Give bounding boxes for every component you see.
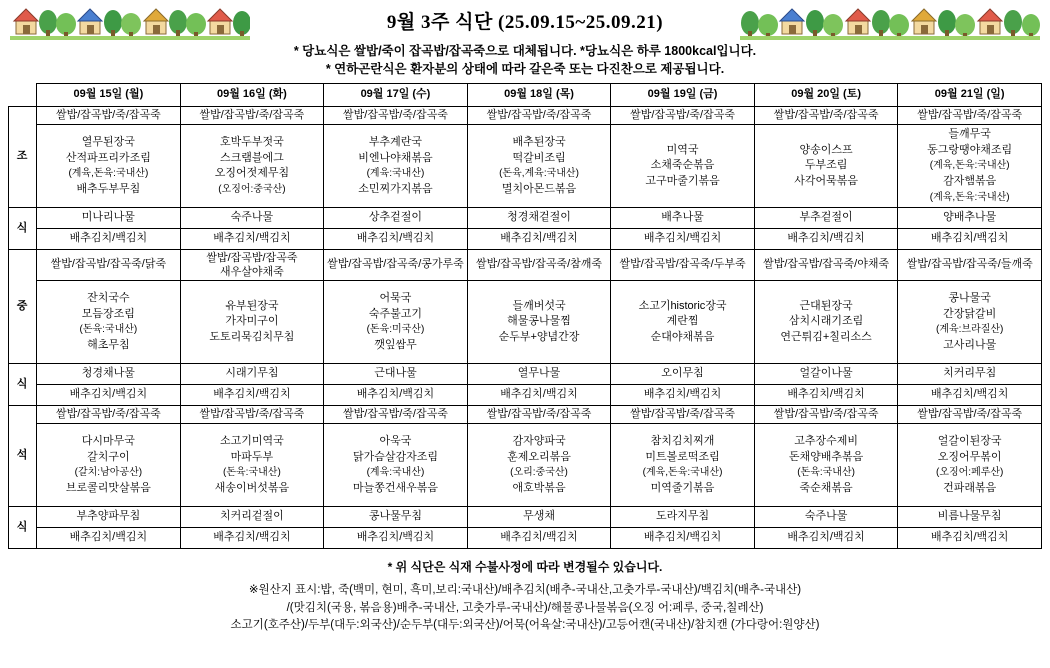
dish-cell-lunch-0 (37, 281, 181, 364)
side-cell-lunch-2: 근대나물 (324, 364, 468, 385)
dish-item: 열무된장국 (81, 136, 135, 149)
kimchi-cell-breakfast-0: 배추김치/백김치 (37, 229, 181, 250)
meal-row-breakfast-dishes (9, 125, 1042, 208)
dish-item: (계육,돈육:국내산) (68, 168, 149, 180)
dish-item: 콩나물국 (948, 292, 991, 305)
dish-item: 죽순채볶음 (799, 481, 853, 494)
dish-item: 오징어무볶이 (937, 450, 1002, 463)
dish-item: 고추장수제비 (794, 435, 858, 448)
side-cell-lunch-3: 열무나물 (467, 364, 611, 385)
dish-item: 가자미구이 (225, 315, 279, 328)
dish-cell-breakfast-5 (754, 125, 898, 208)
dish-item: (돈육:국내산) (797, 467, 855, 479)
dish-item: 참치김치찌개 (650, 435, 715, 448)
rice-cell-lunch-3: 쌀밥/잡곡밥/잡곡죽/참깨죽 (467, 250, 611, 281)
dish-cell-dinner-0 (37, 424, 181, 507)
dish-item: (오리:중국산) (510, 467, 568, 479)
rice-cell-lunch-2: 쌀밥/잡곡밥/잡곡죽/콩가루죽 (324, 250, 468, 281)
dish-item: 마파두부 (230, 450, 274, 463)
side-cell-breakfast-0: 미나리나물 (37, 208, 181, 229)
kimchi-cell-dinner-3: 배추김치/백김치 (467, 528, 611, 549)
dish-item: 훈제오리볶음 (507, 450, 571, 463)
rice-cell-lunch-0: 쌀밥/잡곡밥/잡곡죽/닭죽 (37, 250, 181, 281)
side-cell-lunch-4: 오이무침 (611, 364, 755, 385)
dish-cell-lunch-1 (180, 281, 324, 364)
page-title: 9월 3주 식단 (25.09.15~25.09.21) (386, 11, 664, 33)
dish-cell-lunch-3 (467, 281, 611, 364)
rice-cell-lunch-5: 쌀밥/잡곡밥/잡곡죽/야채죽 (754, 250, 898, 281)
dish-cell-lunch-6 (898, 281, 1042, 364)
kimchi-cell-lunch-5: 배추김치/백김치 (754, 385, 898, 406)
dish-item: 순두부+양념간장 (498, 331, 580, 344)
rice-cell-lunch-1: 쌀밥/잡곡밥/잡곡죽 새우살야채죽 (180, 250, 324, 281)
side-cell-dinner-6: 비름나물무침 (898, 507, 1042, 528)
dish-item: 오징어젓제무침 (214, 167, 290, 180)
dish-item: (돈육:국내산) (79, 324, 138, 336)
dish-item: 해물콩나물찜 (507, 315, 571, 328)
dish-item: 비엔나야채볶음 (358, 151, 433, 164)
meal-row-dinner-kimchi (9, 528, 1042, 549)
dish-item: 얼갈이된장국 (937, 435, 1002, 448)
kimchi-cell-dinner-1: 배추김치/백김치 (180, 528, 324, 549)
dish-item: (돈육:국내산) (223, 467, 281, 479)
dish-item: (오징어:중국산) (218, 183, 286, 195)
notice-line-2: * 연하곤란식은 환자분의 상태에 따라 갈은죽 또는 다진찬으로 제공됩니다. (325, 62, 725, 77)
dish-item: 산적파프리카조림 (65, 151, 151, 164)
kimchi-cell-breakfast-4: 배추김치/백김치 (611, 229, 755, 250)
side-cell-dinner-5: 숙주나물 (754, 507, 898, 528)
dish-item: (계육,돈육:국내산) (929, 160, 1010, 172)
day-header-6: 09월 21일 (일) (898, 84, 1042, 107)
day-header-2: 09월 17일 (수) (324, 84, 468, 107)
rice-cell-lunch-4: 쌀밥/잡곡밥/잡곡죽/두부죽 (611, 250, 755, 281)
kimchi-cell-breakfast-3: 배추김치/백김치 (467, 229, 611, 250)
dish-item: 다시마무국 (81, 435, 135, 448)
dish-item: 연근튀김+칠리소스 (780, 331, 872, 344)
side-cell-breakfast-3: 청경채겉절이 (467, 208, 611, 229)
decoration-left (10, 0, 250, 40)
meal-label-dinner-bottom: 식 (9, 507, 37, 549)
rice-cell-dinner-3: 쌀밥/잡곡밥/죽/잡곡죽 (467, 406, 611, 424)
rice-cell-breakfast-0: 쌀밥/잡곡밥/죽/잡곡죽 (37, 107, 181, 125)
dish-item: 멸치아몬드볶음 (501, 182, 577, 195)
side-cell-lunch-6: 치커리무침 (898, 364, 1042, 385)
dish-item: (계육:국내산) (366, 168, 425, 180)
rice-cell-breakfast-4: 쌀밥/잡곡밥/죽/잡곡죽 (611, 107, 755, 125)
dish-item: (계육:국내산) (366, 467, 425, 479)
dish-item: 호박두부젓국 (220, 136, 284, 149)
meal-row-lunch-kimchi (9, 385, 1042, 406)
dish-item: 배추된장국 (512, 136, 566, 149)
origin-info (8, 582, 1042, 634)
dish-cell-breakfast-3 (467, 125, 611, 208)
dish-cell-lunch-2 (324, 281, 468, 364)
kimchi-cell-breakfast-1: 배추김치/백김치 (180, 229, 324, 250)
origin-line-2: /(맛김치(국용, 볶음용)배추-국내산, 고춧가루-국내산)/해물콩나물볶음(오징 어:페루, 중국,칠레산) (286, 601, 764, 614)
house-tree-decoration-icon (10, 0, 250, 40)
day-header-1: 09월 16일 (화) (180, 84, 324, 107)
dish-item: 소고기미역국 (220, 435, 284, 448)
meal-row-lunch-side (9, 364, 1042, 385)
dish-item: 갈치구이 (87, 450, 130, 463)
side-cell-lunch-0: 청경채나물 (37, 364, 181, 385)
page-header (8, 0, 1042, 40)
dish-cell-breakfast-2 (324, 125, 468, 208)
dish-item: (계육,돈육:국내산) (929, 191, 1010, 203)
kimchi-cell-breakfast-2: 배추김치/백김치 (324, 229, 468, 250)
kimchi-cell-dinner-6: 배추김치/백김치 (898, 528, 1042, 549)
dish-item: 건파래볶음 (943, 481, 997, 494)
side-cell-dinner-0: 부추양파무침 (37, 507, 181, 528)
dish-item: 들깨버섯국 (512, 299, 566, 312)
dish-item: 새송이버섯볶음 (214, 481, 290, 494)
dish-cell-lunch-5 (754, 281, 898, 364)
dish-item: 잔치국수 (87, 292, 130, 305)
dish-item: 들깨무국 (948, 128, 991, 141)
meal-row-dinner-rice (9, 406, 1042, 424)
dish-item: 어묵국 (379, 292, 412, 305)
dish-item: 소채죽순볶음 (650, 159, 715, 172)
rice-cell-lunch-6: 쌀밥/잡곡밥/잡곡죽/들깨죽 (898, 250, 1042, 281)
dish-item: 숙주불고기 (368, 307, 423, 320)
dish-item: (돈육:미국산) (366, 324, 425, 336)
rice-cell-dinner-5: 쌀밥/잡곡밥/죽/잡곡죽 (754, 406, 898, 424)
side-cell-breakfast-4: 배추나물 (611, 208, 755, 229)
dish-item: 감자햄볶음 (943, 175, 997, 188)
rice-cell-dinner-2: 쌀밥/잡곡밥/죽/잡곡죽 (324, 406, 468, 424)
day-header-0: 09월 15일 (월) (37, 84, 181, 107)
side-cell-lunch-1: 시래기무침 (180, 364, 324, 385)
dish-item: 고사리나물 (943, 338, 997, 351)
dish-cell-breakfast-0 (37, 125, 181, 208)
side-cell-dinner-1: 치커리겉절이 (180, 507, 324, 528)
dish-item: (계육,돈육:국내산) (642, 467, 723, 479)
meal-label-dinner-top: 석 (9, 406, 37, 507)
dish-item: 깻잎쌈무 (374, 338, 417, 351)
dish-item: 계란찜 (666, 315, 699, 328)
origin-line-3: 소고기(호주산)/두부(대두:외국산)/순두부(대두:외국산)/어묵(어육살:국내산)/고등어캔(국내산)/참치캔 (가다랑어:원양산) (230, 618, 820, 631)
dish-cell-dinner-4 (611, 424, 755, 507)
side-cell-breakfast-2: 상추겉절이 (324, 208, 468, 229)
dish-cell-breakfast-1 (180, 125, 324, 208)
dish-item: 사각어묵볶음 (794, 175, 858, 188)
day-header-5: 09월 20일 (토) (754, 84, 898, 107)
day-header-3: 09월 18일 (목) (467, 84, 611, 107)
rice-cell-dinner-4: 쌀밥/잡곡밥/죽/잡곡죽 (611, 406, 755, 424)
dish-cell-dinner-1 (180, 424, 324, 507)
notice-block (8, 42, 1042, 78)
dish-item: 돈채양배추볶음 (788, 450, 864, 463)
dish-item: 애호박볶음 (512, 481, 566, 494)
kimchi-cell-dinner-0: 배추김치/백김치 (37, 528, 181, 549)
side-cell-lunch-5: 얼갈이나물 (754, 364, 898, 385)
meal-row-lunch-rice (9, 250, 1042, 281)
dish-cell-dinner-6 (898, 424, 1042, 507)
meal-label-lunch-bottom: 식 (9, 364, 37, 406)
footer-note: * 위 식단은 식재 수불사정에 따라 변경될수 있습니다. (387, 560, 663, 575)
dish-item: (갈치:남아공산) (74, 467, 143, 479)
dish-item: 브로콜리맛살볶음 (65, 481, 151, 494)
rice-cell-breakfast-1: 쌀밥/잡곡밥/죽/잡곡죽 (180, 107, 324, 125)
day-header-4: 09월 19일 (금) (611, 84, 755, 107)
kimchi-cell-dinner-5: 배추김치/백김치 (754, 528, 898, 549)
dish-item: 동그랑땡야채조림 (927, 143, 1013, 156)
dish-item: (오징어:페루산) (935, 467, 1004, 479)
rice-cell-breakfast-2: 쌀밥/잡곡밥/죽/잡곡죽 (324, 107, 468, 125)
house-tree-decoration-icon (740, 0, 1040, 40)
dish-cell-breakfast-6 (898, 125, 1042, 208)
dish-item: (돈육,계육:국내산) (499, 168, 579, 180)
dish-item: 모듬장조림 (81, 307, 135, 320)
dish-cell-dinner-3 (467, 424, 611, 507)
meal-row-dinner-side (9, 507, 1042, 528)
meal-label-breakfast-bottom: 식 (9, 208, 37, 250)
kimchi-cell-dinner-2: 배추김치/백김치 (324, 528, 468, 549)
dish-item: 양송이스프 (799, 143, 853, 156)
dish-item: 두부조림 (804, 159, 848, 172)
dish-cell-breakfast-4 (611, 125, 755, 208)
dish-item: 미트볼로떡조림 (645, 450, 720, 463)
rice-cell-breakfast-5: 쌀밥/잡곡밥/죽/잡곡죽 (754, 107, 898, 125)
dish-item: 스크램블에그 (220, 151, 284, 164)
kimchi-cell-lunch-1: 배추김치/백김치 (180, 385, 324, 406)
dish-item: 미역줄기볶음 (650, 481, 715, 494)
dish-item: 해초무침 (87, 338, 130, 351)
dish-item: 떡갈비조림 (512, 151, 566, 164)
rice-cell-breakfast-3: 쌀밥/잡곡밥/죽/잡곡죽 (467, 107, 611, 125)
side-cell-dinner-2: 콩나물무침 (324, 507, 468, 528)
table-corner-cell (9, 84, 37, 107)
notice-line-1: * 당뇨식은 쌀밥/죽이 잡곡밥/잡곡죽으로 대체됩니다. *당뇨식은 하루 1800kcal입니다. (293, 44, 757, 58)
kimchi-cell-dinner-4: 배추김치/백김치 (611, 528, 755, 549)
dish-item: 유부된장국 (225, 299, 279, 312)
kimchi-cell-lunch-3: 배추김치/백김치 (467, 385, 611, 406)
meal-row-breakfast-side (9, 208, 1042, 229)
side-cell-dinner-4: 도라지무침 (611, 507, 755, 528)
dish-item: 배추두부무침 (76, 182, 141, 195)
side-cell-breakfast-6: 양배추나물 (898, 208, 1042, 229)
decoration-right (740, 0, 1040, 40)
side-cell-dinner-3: 무생채 (467, 507, 611, 528)
table-body (9, 107, 1042, 549)
meal-row-lunch-dishes (9, 281, 1042, 364)
dish-item: 소민찌가지볶음 (358, 182, 433, 195)
meal-row-dinner-dishes (9, 424, 1042, 507)
kimchi-cell-breakfast-5: 배추김치/백김치 (754, 229, 898, 250)
kimchi-cell-lunch-4: 배추김치/백김치 (611, 385, 755, 406)
dish-item: 간장닭갈비 (943, 307, 997, 320)
dish-item: 소고기historic장국 (638, 299, 727, 312)
meal-label-lunch-top: 중 (9, 250, 37, 364)
rice-cell-dinner-6: 쌀밥/잡곡밥/죽/잡곡죽 (898, 406, 1042, 424)
dish-item: 아욱국 (379, 435, 412, 448)
dish-item: 도토리묵김치무침 (209, 331, 295, 344)
dish-item: 닭가슴살감자조림 (352, 450, 438, 463)
kimchi-cell-lunch-0: 배추김치/백김치 (37, 385, 181, 406)
dish-cell-lunch-4 (611, 281, 755, 364)
dish-cell-dinner-5 (754, 424, 898, 507)
dish-item: 미역국 (666, 143, 699, 156)
rice-cell-breakfast-6: 쌀밥/잡곡밥/죽/잡곡죽 (898, 107, 1042, 125)
meal-row-breakfast-kimchi (9, 229, 1042, 250)
side-cell-breakfast-1: 숙주나물 (180, 208, 324, 229)
meal-label-breakfast-top: 조 (9, 107, 37, 208)
rice-cell-dinner-1: 쌀밥/잡곡밥/죽/잡곡죽 (180, 406, 324, 424)
rice-cell-dinner-0: 쌀밥/잡곡밥/죽/잡곡죽 (37, 406, 181, 424)
dish-item: 순대야채볶음 (650, 331, 715, 344)
kimchi-cell-breakfast-6: 배추김치/백김치 (898, 229, 1042, 250)
weekly-menu-table (8, 83, 1042, 549)
table-header-row (9, 84, 1042, 107)
dish-item: 부추계란국 (368, 136, 423, 149)
side-cell-breakfast-5: 부추겉절이 (754, 208, 898, 229)
dish-item: 근대된장국 (799, 299, 853, 312)
origin-line-1: ※원산지 표시:밥, 죽(백미, 현미, 흑미,보리:국내산)/배추김치(배추-국내산,고춧가루-국내산)/백김치(배추-국내산) (248, 584, 802, 597)
dish-item: 삼치시래기조림 (788, 315, 864, 328)
dish-item: 감자양파국 (512, 435, 566, 448)
dish-item: 마늘쫑건새우볶음 (352, 481, 438, 494)
kimchi-cell-lunch-6: 배추김치/백김치 (898, 385, 1042, 406)
dish-item: 고구마줄기볶음 (645, 175, 720, 188)
dish-item: (계육:브라질산) (935, 324, 1004, 336)
dish-cell-dinner-2 (324, 424, 468, 507)
meal-row-breakfast-rice (9, 107, 1042, 125)
kimchi-cell-lunch-2: 배추김치/백김치 (324, 385, 468, 406)
